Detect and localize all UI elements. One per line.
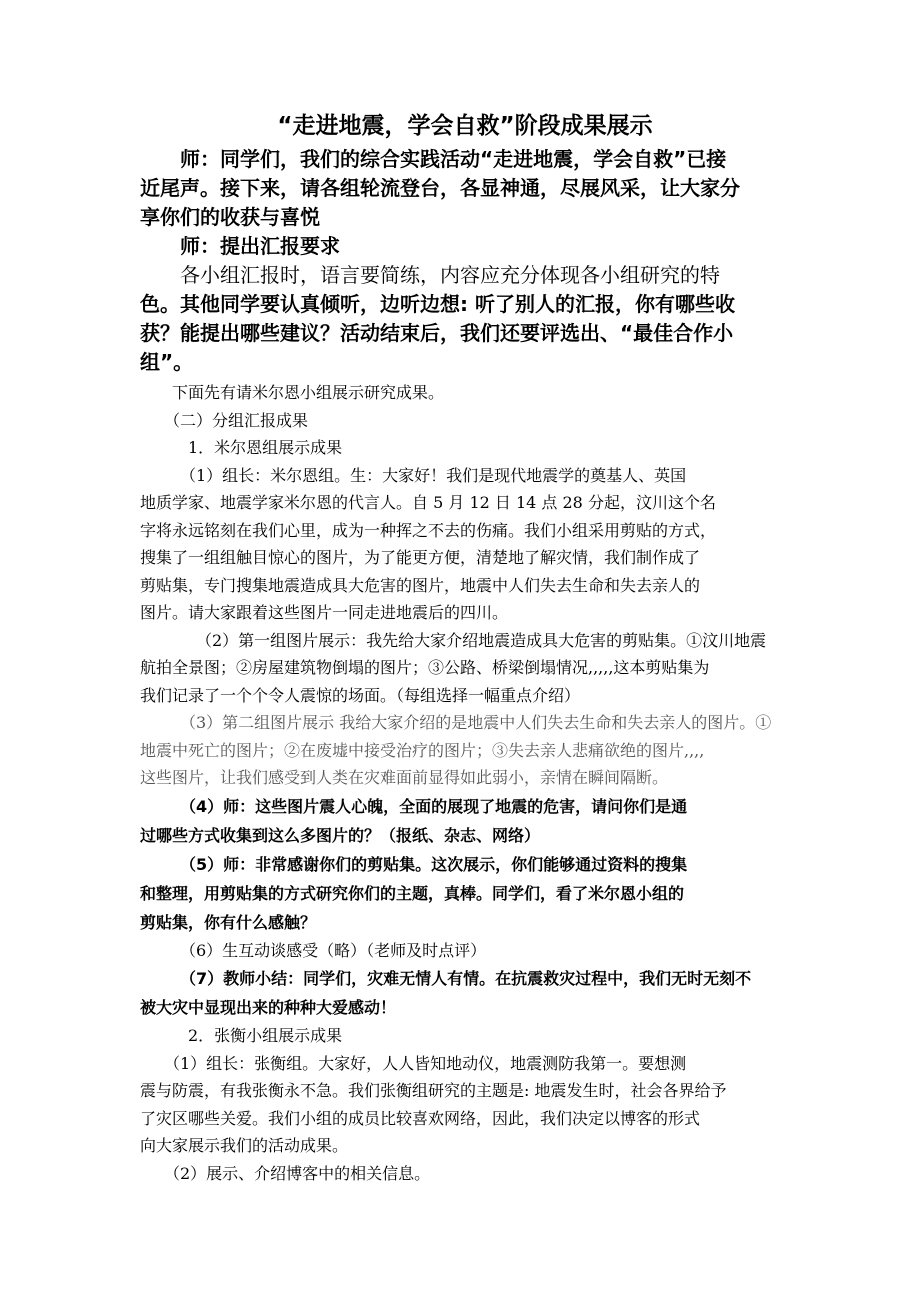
text-line: （5）师：非常感谢你们的剪贴集。这次展示，你们能够通过资料的搜集 xyxy=(140,854,688,874)
text-line: 近尾声。接下来，请各组轮流登台，各显神通，尽展风采，让大家分 xyxy=(140,176,740,200)
title-rest: 阶段成果展示 xyxy=(514,113,653,139)
text-line: 色。其他同学要认真倾听，边听边想: 听了别人的汇报，你有哪些收 xyxy=(140,292,735,316)
text-line: 享你们的收获与喜悦 xyxy=(140,205,320,229)
section-heading: （二）分组汇报成果 xyxy=(140,410,309,430)
text-line: 师：同学们，我们的综合实践活动“走进地震，学会自救”已接 xyxy=(140,147,727,171)
intro-paragraph xyxy=(140,145,790,232)
text-line: （4）师：这些图片震人心魄，全面的展现了地震的危害，请问你们是通 xyxy=(140,796,688,816)
group1-item-5 xyxy=(140,850,790,937)
text-line: 剪贴集，专门搜集地震造成具大危害的图片，地震中人们失去生命和失去亲人的 xyxy=(140,575,701,595)
text-line: 图片。请大家跟着这些图片一同走进地震后的四川。 xyxy=(140,603,509,622)
text-line: 字将永远铭刻在我们心里，成为一种挥之不去的伤痛。我们小组采用剪贴的方式， xyxy=(140,520,717,540)
text-line: 被大灾中显现出来的种种大爱感动！ xyxy=(140,998,397,1017)
text-line: 地震中死亡的图片；②在废墟中接受治疗的图片；③失去亲人悲痛欲绝的图片,,,, xyxy=(140,740,705,760)
next-group-line: 下面先有请米尔恩小组展示研究成果。 xyxy=(140,383,445,402)
text-line: （1）组长：米尔恩组。生：大家好！我们是现代地震学的奠基人、英国 xyxy=(140,465,687,485)
text-line: 航拍全景图；②房屋建筑物倒塌的图片；③公路、桥梁倒塌情况,,,,,这本剪贴集为 xyxy=(140,658,710,677)
text-line: 组”。 xyxy=(140,350,194,374)
group2-item-2: （2）展示、介绍博客中的相关信息。 xyxy=(140,1163,431,1183)
text-line: （7）教师小结：同学们，灾难无情人有情。在抗震救灾过程中，我们无时无刻不 xyxy=(140,969,752,988)
text-line: 了灾区哪些关爱。我们小组的成员比较喜欢网络，因此，我们决定以博客的形式 xyxy=(140,1108,701,1128)
group1-item-2 xyxy=(140,627,790,710)
text-line: 和整理，用剪贴集的方式研究你们的主题，真棒。同学们，看了米尔恩小组的 xyxy=(140,883,685,903)
text-line: （1）组长：张衡组。大家好，人人皆知地动仪，地震测防我第一。要想测 xyxy=(140,1053,687,1073)
text-line: 搜集了一组组触目惊心的图片，为了能更方便，清楚地了解灾情，我们制作成了 xyxy=(140,548,701,567)
text-line: 各小组汇报时，语言要简练，内容应充分体现各小组研究的特 xyxy=(140,263,720,287)
text-line: 向大家展示我们的活动成果。 xyxy=(140,1136,349,1155)
group1-heading: 1．米尔恩组展示成果 xyxy=(140,438,343,457)
group1-item-4 xyxy=(140,792,790,850)
text-line: 地质学家、地震学家米尔恩的代言人。自 5 月 12 日 14 点 28 分起，汶川这个名 xyxy=(140,493,716,512)
requirement-paragraph xyxy=(140,261,790,377)
text-line: （2）第一组图片展示：我先给大家介绍地震造成具大危害的剪贴集。①汶川地震 xyxy=(140,630,767,650)
requirement-heading: 师：提出汇报要求 xyxy=(140,234,340,258)
group2-item-1 xyxy=(140,1050,790,1160)
group1-item-6: （6）生互动谈感受（略）（老师及时点评） xyxy=(140,940,487,960)
group1-item-3 xyxy=(140,709,790,792)
group1-item-1 xyxy=(140,462,790,627)
text-line: 我们记录了一个个令人震惊的场面。（每组选择一幅重点介绍） xyxy=(140,685,581,705)
document-title xyxy=(140,108,790,144)
text-line: 获？能提出哪些建议？活动结束后，我们还要评选出、“最佳合作小 xyxy=(140,321,734,345)
group1-item-7 xyxy=(140,964,790,1022)
document-page xyxy=(140,108,790,1187)
text-line: 这些图片，让我们感受到人类在灾难面前显得如此弱小，亲情在瞬间隔断。 xyxy=(140,768,669,787)
text-line: 过哪些方式收集到这么多图片的？（报纸、杂志、网络） xyxy=(140,825,541,845)
text-line: 震与防震，有我张衡永不急。我们张衡组研究的主题是: 地震发生时，社会各界给予 xyxy=(140,1081,727,1100)
text-line: （3）第二组图片展示 我给大家介绍的是地震中人们失去生命和失去亲人的图片。① xyxy=(140,713,772,732)
title-quoted: “走进地震，学会自救” xyxy=(277,113,515,139)
group2-heading: 2．张衡小组展示成果 xyxy=(140,1026,343,1045)
text-line: 剪贴集，你有什么感触？ xyxy=(140,912,317,932)
